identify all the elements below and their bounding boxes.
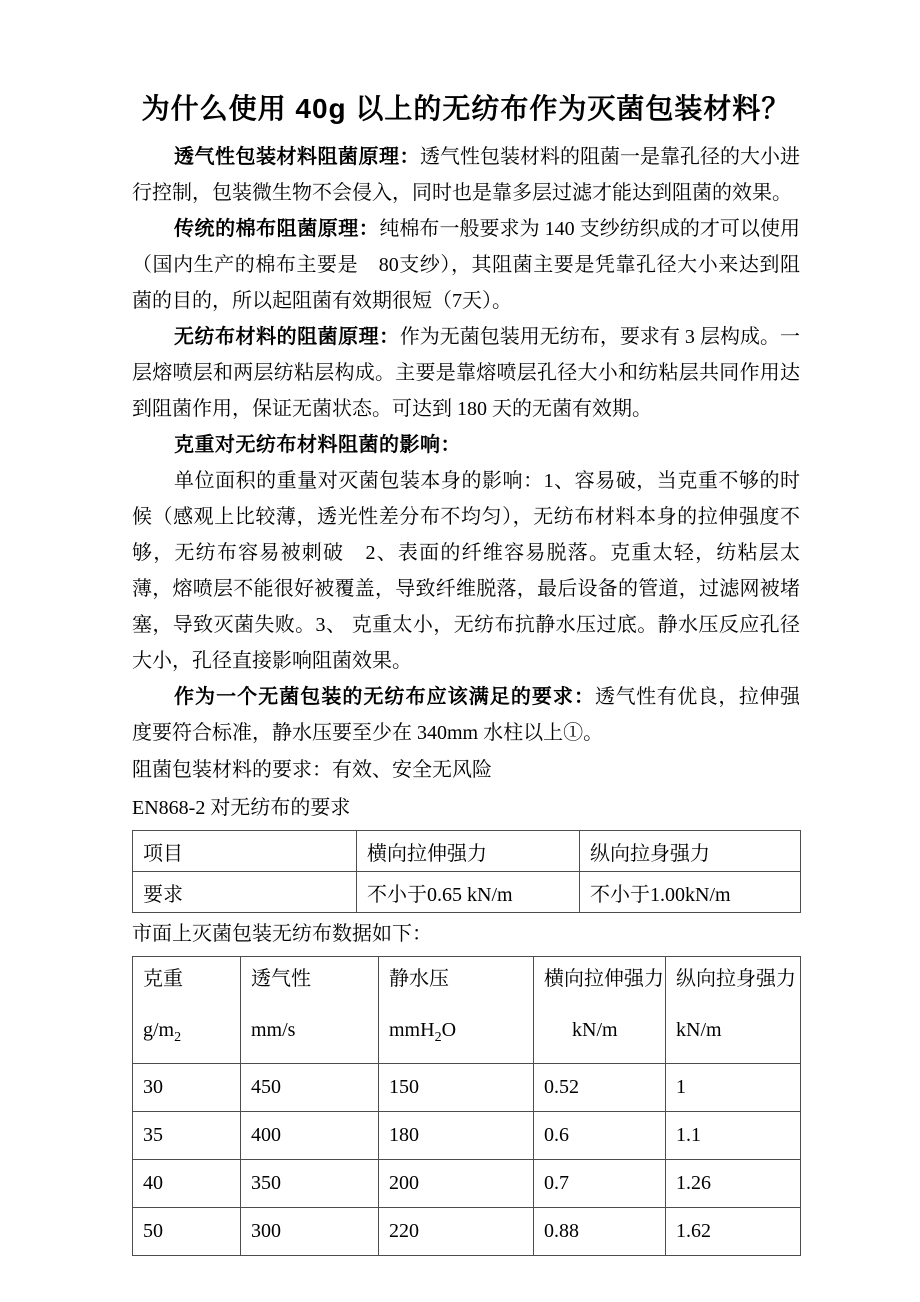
paragraph-grammage-effects	[132, 463, 800, 679]
paragraph-breathable-barrier-principle	[132, 139, 800, 211]
paragraph-text: 单位面积的重量对灭菌包装本身的影响：1、容易破，当克重不够的时候（感观上比较薄，透光性差分布不均匀），无纺布材料本身的拉伸强度不够，无纺布容易被刺破 2、表面的纤维容易脱落。克重太轻，纺粘层太薄，熔喷层不能很好被覆盖，导致纤维脱落，最后设备的管道，过滤网被堵塞，导致灭菌失败。3、 克重太小，无纺布抗静水压过底。静水压反应孔径大小，孔径直接影响阻菌效果。	[132, 470, 800, 672]
table-header-cell-grammage	[133, 957, 241, 1064]
note-en868-label: EN868-2 对无纺布的要求	[132, 797, 351, 819]
table-cell: 300	[241, 1208, 379, 1256]
table-header-cell-air-permeability	[241, 957, 379, 1064]
market-table-caption: 市面上灭菌包装无纺布数据如下：	[132, 923, 432, 945]
table-header-cell-longitudinal-tensile	[666, 957, 801, 1064]
paragraph-text: 纯棉布一般要求为 140 支纱纺织成的才可以使用（国内生产的棉布主要是 80支纱），其阻菌主要是凭靠孔径大小来达到阻菌的目的，所以起阻菌有效期很短（7天）。	[132, 218, 801, 312]
paragraph-nonwoven-barrier-principle	[132, 319, 800, 427]
table-cell-longitudinal-requirement: 不小于1.00kN/m	[580, 872, 801, 913]
document-title	[132, 89, 800, 129]
unit-text: g/m	[143, 1019, 175, 1041]
table-cell: 180	[379, 1112, 534, 1160]
paragraph-lead: 传统的棉布阻菌原理：	[174, 218, 380, 240]
table-row	[133, 1160, 801, 1208]
table-row	[133, 1208, 801, 1256]
table-cell: 0.88	[534, 1208, 666, 1256]
header-unit	[143, 1017, 234, 1051]
table-cell: 1.62	[666, 1208, 801, 1256]
table-header-cell-item: 项目	[133, 831, 357, 872]
table-cell: 450	[241, 1064, 379, 1112]
paragraph-lead: 克重对无纺布材料阻菌的影响：	[174, 434, 461, 456]
header-unit	[389, 1017, 527, 1051]
table-cell: 30	[133, 1064, 241, 1112]
table-cell: 400	[241, 1112, 379, 1160]
table-cell-requirement-label: 要求	[133, 872, 357, 913]
paragraph-text: 透气性包装材料的阻菌一是靠孔径的大小进行控制，包装微生物不会侵入，同时也是靠多层过滤才能达到阻菌的效果。	[132, 146, 800, 204]
table-cell: 1.26	[666, 1160, 801, 1208]
title-grammage-value: 40g	[295, 93, 347, 124]
table-cell: 0.7	[534, 1160, 666, 1208]
paragraph-text: 作为无菌包装用无纺布，要求有 3 层构成。一层熔喷层和两层纺粘层构成。主要是靠熔喷层孔径大小和纺粘层共同作用达到阻菌作用，保证无菌状态。可达到 180 天的无菌有效期。	[132, 326, 801, 420]
table-cell: 40	[133, 1160, 241, 1208]
table-market-nonwoven-data	[132, 956, 801, 1256]
unit-subscript: 2	[434, 1030, 442, 1045]
table-cell: 1	[666, 1064, 801, 1112]
table-row	[133, 1112, 801, 1160]
header-name: 纵向拉身强力	[676, 968, 796, 990]
paragraph-text: 透气性有优良，拉伸强度要符合标准，静水压要至少在 340mm 水柱以上①。	[132, 686, 801, 744]
note-barrier-material-requirements: 阻菌包装材料的要求：有效、安全无风险	[132, 759, 492, 781]
paragraph-lead: 无纺布材料的阻菌原理：	[174, 326, 400, 348]
unit-text: mmH	[389, 1019, 435, 1041]
unit-text: mm/s	[251, 1019, 296, 1041]
table-header-cell-transverse-tensile	[534, 957, 666, 1064]
table-cell: 350	[241, 1160, 379, 1208]
table-cell: 200	[379, 1160, 534, 1208]
unit-text: kN/m	[572, 1019, 618, 1041]
paragraph-lead: 透气性包装材料阻菌原理：	[174, 146, 420, 168]
table-cell: 35	[133, 1112, 241, 1160]
header-name: 克重	[143, 968, 183, 990]
header-name: 横向拉伸强力	[544, 968, 664, 990]
paragraph-lead: 作为一个无菌包装的无纺布应该满足的要求：	[174, 686, 596, 708]
table-row	[133, 872, 801, 913]
header-name: 透气性	[251, 968, 311, 990]
table-header-cell-hydrostatic-pressure	[379, 957, 534, 1064]
table-row	[133, 1064, 801, 1112]
table-cell: 150	[379, 1064, 534, 1112]
unit-subscript: 2	[174, 1030, 182, 1045]
table-en868-requirements	[132, 830, 801, 913]
unit-tail: O	[441, 1019, 457, 1041]
header-name: 静水压	[389, 968, 449, 990]
table-header-cell-transverse-tensile: 横向拉伸强力	[357, 831, 580, 872]
header-unit	[544, 1017, 659, 1043]
table-cell: 50	[133, 1208, 241, 1256]
title-text-prefix: 为什么使用	[141, 93, 296, 124]
title-text-suffix: 以上的无纺布作为灭菌包装材料？	[346, 93, 791, 124]
table-header-row	[133, 957, 801, 1064]
section-heading-grammage-influence	[132, 427, 800, 463]
table-cell: 1.1	[666, 1112, 801, 1160]
paragraph-nonwoven-requirements	[132, 679, 800, 751]
paragraph-cotton-barrier-principle	[132, 211, 800, 319]
header-unit	[251, 1017, 372, 1043]
table-cell-transverse-requirement: 不小于0.65 kN/m	[357, 872, 580, 913]
table-cell: 220	[379, 1208, 534, 1256]
table-cell: 0.52	[534, 1064, 666, 1112]
table-header-cell-longitudinal-tensile: 纵向拉身强力	[580, 831, 801, 872]
table-row	[133, 831, 801, 872]
unit-text: kN/m	[676, 1019, 722, 1041]
table-cell: 0.6	[534, 1112, 666, 1160]
header-unit	[676, 1017, 794, 1043]
